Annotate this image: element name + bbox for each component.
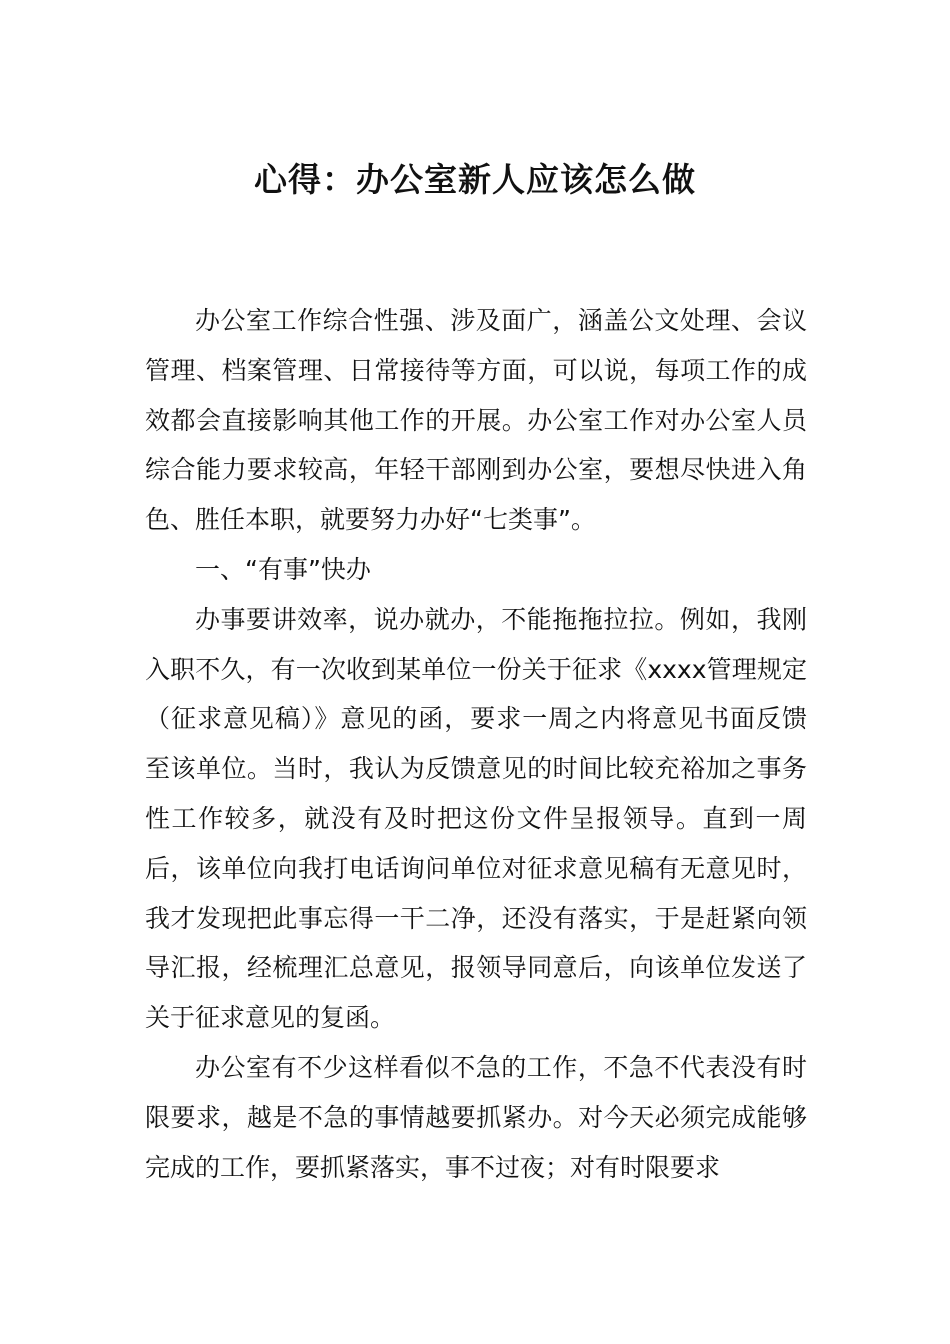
document-body — [145, 296, 807, 1192]
paragraph-intro: 办公室工作综合性强、涉及面广，涵盖公文处理、会议管理、档案管理、日常接待等方面，可以说，每项工作的成效都会直接影响其他工作的开展。办公室工作对办公室人员综合能力要求较高，年轻干部刚到办公室，要想尽快进入角色、胜任本职，就要努力办好“七类事”。 — [145, 306, 807, 535]
paragraph-example: 办事要讲效率，说办就办，不能拖拖拉拉。例如，我刚入职不久，有一次收到某单位一份关于征求《xxxx管理规定（征求意见稿）》意见的函，要求一周之内将意见书面反馈至该单位。当时，我认为反馈意见的时间比较充裕加之事务性工作较多，就没有及时把这份文件呈报领导。直到一周后，该单位向我打电话询问单位对征求意见稿有无意见时，我才发现把此事忘得一干二净，还没有落实，于是赶紧向领导汇报，经梳理汇总意见，报领导同意后，向该单位发送了关于征求意见的复函。 — [145, 604, 807, 1033]
paragraph-advice: 办公室有不少这样看似不急的工作，不急不代表没有时限要求，越是不急的事情越要抓紧办。对今天必须完成能够完成的工作，要抓紧落实，事不过夜；对有时限要求 — [145, 1052, 807, 1182]
section-heading-1: 一、“有事”快办 — [195, 554, 371, 584]
document-title: 心得：办公室新人应该怎么做 — [254, 160, 696, 199]
